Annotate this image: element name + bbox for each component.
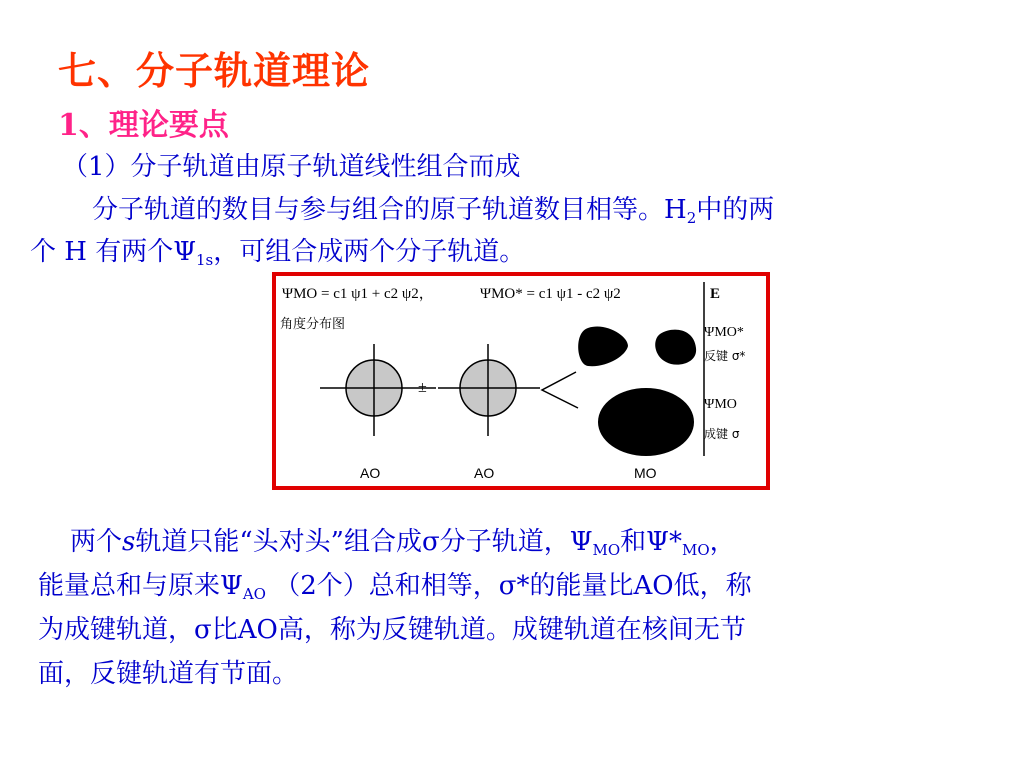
formula-bonding: ΨMO = c1 ψ1 + c2 ψ2，	[282, 286, 434, 302]
para1-text-b: 中的两	[696, 195, 775, 225]
antibonding-mo-shape	[578, 327, 696, 367]
para2-text-b: 轨道只能“头对头”组合成σ分子轨道，Ψ	[135, 527, 593, 557]
para2-text-a: 两个	[70, 527, 123, 557]
combination-arrow	[542, 372, 578, 408]
para1-text-c: 个 H 有两个Ψ	[30, 237, 197, 267]
paragraph-2-line-1	[38, 520, 978, 564]
para2-subscript-mo: MO	[592, 541, 621, 559]
ao-label-left: AO	[360, 465, 381, 481]
para2-text-e: 能量总和与原来Ψ	[38, 571, 243, 601]
para2-subscript-ao: AO	[242, 585, 266, 603]
orbital-diagram-frame	[272, 272, 770, 490]
paragraph-2-line-2	[38, 564, 978, 608]
plus-minus-symbol: ±	[418, 379, 427, 396]
paragraph-2-line-3: 为成键轨道，σ比AO高，称为反键轨道。成键轨道在核间无节	[38, 615, 746, 645]
mo-label: MO	[634, 465, 657, 481]
para2-text-d: ，	[709, 527, 736, 557]
slide-title: 七、分子轨道理论	[58, 48, 371, 93]
angular-distribution-label: 角度分布图	[280, 317, 346, 332]
formula-antibonding: ΨMO* = c1 ψ1 - c2 ψ2	[480, 286, 621, 302]
ao-label-right: AO	[474, 465, 495, 481]
bonding-psi-label: ΨMO	[704, 397, 737, 412]
paragraph-1-line-2	[30, 230, 525, 274]
paragraph-2-line-4: 面，反键轨道有节面。	[38, 659, 299, 689]
paragraph-1-line-1	[92, 188, 774, 232]
atomic-orbital-right	[438, 344, 540, 436]
para2-subscript-mo-star: MO	[681, 541, 710, 559]
para1-subscript-2: 2	[686, 209, 697, 227]
section-heading: 1、理论要点	[58, 108, 229, 143]
point-heading: （1）分子轨道由原子轨道线性组合而成	[62, 152, 521, 182]
orbital-diagram	[276, 276, 766, 486]
bonding-mo-shape	[598, 388, 694, 456]
bonding-name-label: 成键 σ	[704, 427, 740, 441]
antibonding-psi-label: ΨMO*	[704, 325, 744, 340]
para2-italic-s: s	[122, 527, 136, 557]
paragraph-2	[38, 520, 978, 696]
para2-text-f: （2个）总和相等，σ*的能量比AO低，称	[265, 571, 752, 601]
para1-text-a: 分子轨道的数目与参与组合的原子轨道数目相等。H	[92, 195, 687, 225]
para1-subscript-1s: 1s	[196, 251, 214, 269]
para2-text-c: 和Ψ*	[620, 527, 682, 557]
antibonding-name-label: 反键 σ*	[704, 349, 746, 363]
energy-axis-label: E	[710, 286, 721, 302]
para1-text-d: ，可组合成两个分子轨道。	[213, 237, 526, 267]
